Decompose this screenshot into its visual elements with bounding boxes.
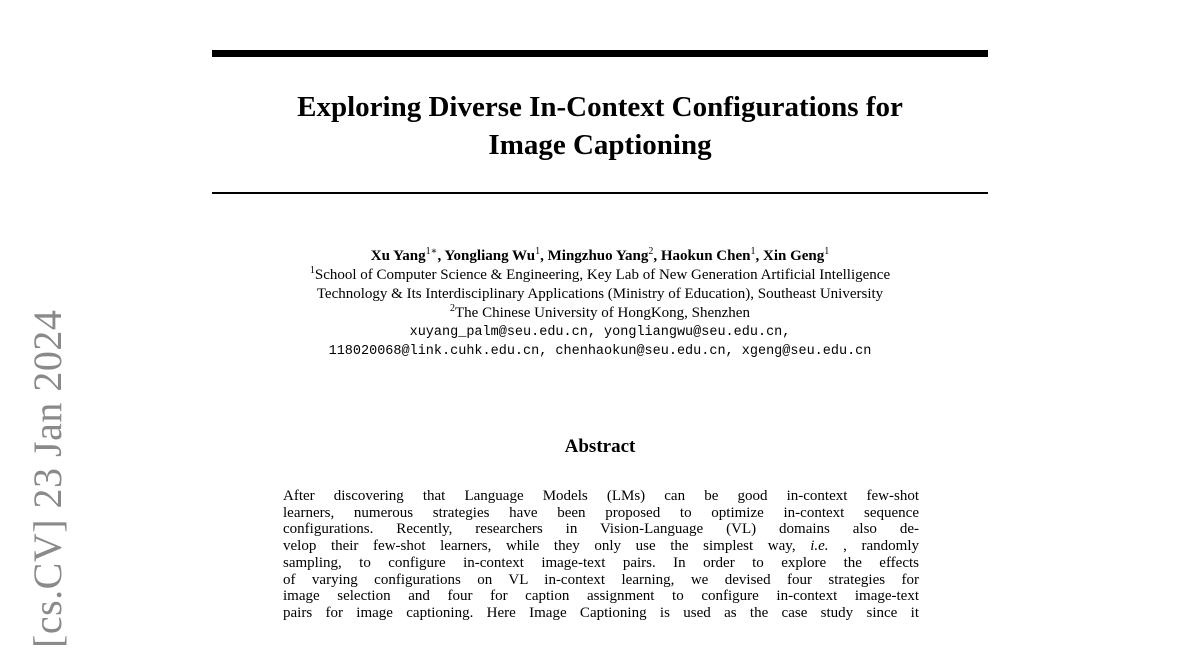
- abstract-body: [283, 488, 919, 622]
- top-rule: [212, 50, 988, 57]
- abstract-line: of varying configurations on VL in-context learning, we devised four strategies for: [283, 571, 919, 588]
- abstract-line-4-pre: velop their few-shot learners, while they only use the simplest way,: [283, 538, 796, 555]
- affiliation-1-line-2: Technology & Its Interdisciplinary Applications (Ministry of Education), Southeast University: [316, 286, 884, 302]
- affiliation-2: [212, 304, 988, 323]
- title-line-1: Exploring Diverse In-Context Configurations for: [297, 91, 903, 123]
- abstract-line-4-post: , randomly: [843, 538, 920, 555]
- abstract-line: learners, numerous strategies have been proposed to optimize in-context sequence: [283, 504, 919, 521]
- abstract-line-4-ie: i.e.: [810, 538, 829, 555]
- abstract-line: configurations. Recently, researchers in Vision-Language (VL) domains also de-: [283, 521, 919, 538]
- author-name: Haokun Chen: [660, 248, 751, 264]
- author-sup: 1: [750, 246, 756, 257]
- author-block: [212, 247, 988, 361]
- author-sup: 1: [535, 246, 541, 257]
- abstract-heading: Abstract: [564, 436, 636, 457]
- emails-line-1: xuyang_palm@seu.edu.cn, yongliangwu@seu.edu.cn,: [409, 325, 791, 340]
- abstract-line: [283, 538, 919, 555]
- abstract-line: After discovering that Language Models (LMs) can be good in-context few-shot: [283, 488, 919, 504]
- author-sup: 2: [648, 246, 654, 257]
- abstract-line: pairs for image captioning. Here Image Captioning is used as the case study since it: [283, 604, 919, 621]
- title-line-2: Image Captioning: [488, 129, 712, 161]
- author-name: Xin Geng: [762, 248, 825, 264]
- author-name: Yongliang Wu: [444, 248, 536, 264]
- paper-title: [212, 88, 988, 164]
- abstract-line: sampling, to configure in-context image-text pairs. In order to explore the effects: [283, 554, 919, 571]
- affiliation-sup: 1: [309, 265, 315, 276]
- author-name: Xu Yang: [370, 248, 426, 264]
- author-name: Mingzhuo Yang: [547, 248, 649, 264]
- affiliation-sup: 2: [450, 303, 456, 314]
- author-sup: 1: [824, 246, 830, 257]
- affiliation-2-text: The Chinese University of HongKong, Shenzhen: [455, 305, 750, 321]
- author-names: Xu Yang$^{1∗}$, Yongliang Wu$^1$, Mingzhuo Yang$^2$, Haokun Chen$^1$, Xin Geng$^1$: [370, 246, 830, 264]
- author-sup: 1∗: [425, 246, 438, 257]
- arxiv-stamp: [cs.CV] 23 Jan 2024: [25, 309, 70, 648]
- abstract-line: image selection and four for caption assignment to configure in-context image-text: [283, 588, 919, 605]
- emails-line-2: 118020068@link.cuhk.edu.cn, chenhaokun@seu.edu.cn, xgeng@seu.edu.cn: [328, 344, 872, 359]
- title-rule: [212, 192, 988, 194]
- affiliation-1-line-1: School of Computer Science & Engineering, Key Lab of New Generation Artificial Intelligence: [314, 267, 891, 283]
- affiliation-1: [212, 266, 988, 285]
